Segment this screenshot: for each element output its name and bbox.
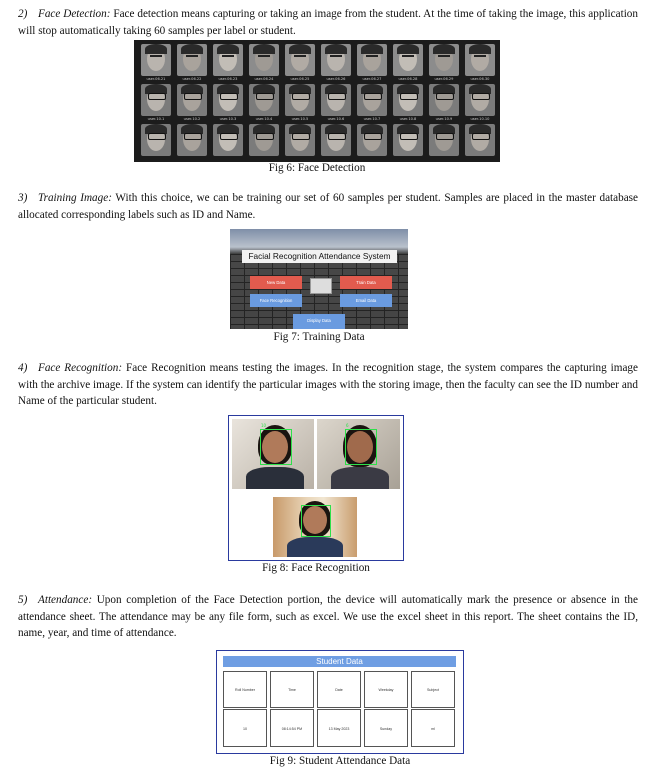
face-recognition-button[interactable]: Face Recognition xyxy=(250,294,302,307)
face-sample xyxy=(393,124,423,156)
face-sample xyxy=(465,124,495,156)
face-sample-label: user.10.5 xyxy=(291,117,309,121)
face-sample-label: user.10.10 xyxy=(470,117,490,121)
section-number: 5) xyxy=(18,594,28,606)
face-sample xyxy=(429,124,459,156)
input-panel xyxy=(310,278,332,294)
section-term: Face Recognition: xyxy=(38,362,123,374)
section-number: 3) xyxy=(18,192,28,204)
face-sample xyxy=(285,84,315,116)
section-term: Training Image: xyxy=(38,192,112,204)
face-sample-label: user.06.22 xyxy=(182,77,202,81)
section-text: With this choice, we can be training our set of 60 samples per student. Samples are placed in the master database allocated corresponding labels such as ID and Name. xyxy=(18,192,638,221)
face-sample xyxy=(321,44,351,76)
face-detection-figure xyxy=(134,40,500,162)
display-data-button[interactable]: Display Data xyxy=(293,314,345,329)
section-face-detection xyxy=(18,6,638,39)
face-sample xyxy=(357,84,387,116)
face-sample xyxy=(213,44,243,76)
figure-caption: Fig 6: Face Detection xyxy=(268,162,366,174)
section-term: Face Detection: xyxy=(38,8,111,20)
app-title: Facial Recognition Attendance System xyxy=(242,250,397,263)
face-sample-label: user.06.26 xyxy=(326,77,346,81)
table-header-cell: Roll Number xyxy=(223,671,267,708)
section-attendance xyxy=(18,592,638,642)
face-sample-label: user.10.4 xyxy=(255,117,273,121)
face-sample-label: user.10.7 xyxy=(363,117,381,121)
recognition-photo xyxy=(317,419,400,489)
face-sample xyxy=(249,124,279,156)
face-sample-label: user.10.3 xyxy=(219,117,237,121)
face-sample-label: user.06.30 xyxy=(470,77,490,81)
face-sample xyxy=(357,44,387,76)
recognition-photo xyxy=(232,419,314,489)
face-sample xyxy=(177,44,207,76)
face-sample xyxy=(141,124,171,156)
section-text: Face detection means capturing or taking an image from the student. At the time of taking the image, this application will stop automatically taking 60 samples per label or student. xyxy=(18,8,638,37)
student-data-title: Student Data xyxy=(223,656,456,667)
section-text: Face Recognition means testing the images. In the recognition stage, the system compares the capturing image with the archive image. If the system can identify the particular images with the storing image, then the faculty can see the ID number and Name of the particular student. xyxy=(18,362,638,407)
figure-caption: Fig 7: Training Data xyxy=(273,331,365,343)
face-sample-label: user.06.28 xyxy=(398,77,418,81)
train-data-button[interactable]: Train Data xyxy=(340,276,392,289)
face-sample-label: user.06.21 xyxy=(146,77,166,81)
detection-box xyxy=(345,429,377,465)
figure-caption: Fig 9: Student Attendance Data xyxy=(269,755,411,767)
face-sample-label: user.06.25 xyxy=(290,77,310,81)
face-sample-label: user.10.1 xyxy=(147,117,165,121)
face-sample xyxy=(321,84,351,116)
email-data-button[interactable]: Email Data xyxy=(340,294,392,307)
table-value-cell: 10 xyxy=(223,709,267,747)
table-header-cell: Date xyxy=(317,671,361,708)
section-term: Attendance: xyxy=(38,594,93,606)
detection-box xyxy=(301,505,331,537)
face-sample xyxy=(141,84,171,116)
face-sample xyxy=(249,84,279,116)
face-sample xyxy=(249,44,279,76)
figure-caption: Fig 8: Face Recognition xyxy=(262,562,370,574)
table-value-cell: ml xyxy=(411,709,455,747)
table-value-cell: 08:14:54 PM xyxy=(270,709,314,747)
table-value-cell: 13 May 2023 xyxy=(317,709,361,747)
face-sample xyxy=(321,124,351,156)
face-sample xyxy=(213,84,243,116)
face-sample-label: user.06.29 xyxy=(434,77,454,81)
face-sample xyxy=(213,124,243,156)
face-sample-label: user.10.2 xyxy=(183,117,201,121)
section-face-recognition xyxy=(18,360,638,410)
face-sample xyxy=(429,84,459,116)
face-sample xyxy=(393,44,423,76)
face-sample xyxy=(393,84,423,116)
face-sample-label: user.06.24 xyxy=(254,77,274,81)
face-sample xyxy=(285,124,315,156)
face-label: 10 xyxy=(261,423,267,428)
section-training-image xyxy=(18,190,638,223)
table-header-cell: Time xyxy=(270,671,314,708)
detection-box xyxy=(260,429,292,465)
student-attendance-figure xyxy=(216,650,464,754)
face-sample-label: user.10.8 xyxy=(399,117,417,121)
table-value-cell: Sunday xyxy=(364,709,408,747)
face-sample-label: user.10.9 xyxy=(435,117,453,121)
table-header-cell: Weekday xyxy=(364,671,408,708)
face-sample xyxy=(141,44,171,76)
face-sample xyxy=(465,84,495,116)
face-sample xyxy=(285,44,315,76)
table-header-cell: Subject xyxy=(411,671,455,708)
face-sample-label: user.10.6 xyxy=(327,117,345,121)
section-number: 2) xyxy=(18,8,28,20)
face-sample xyxy=(177,84,207,116)
section-text: Upon completion of the Face Detection portion, the device will automatically mark the presence or absence in the attendance sheet. The attendance may be any file form, such as excel. We use the excel sheet in this report. The sheet contains the ID, name, year, and time of attendance. xyxy=(18,594,638,639)
training-data-figure xyxy=(230,229,408,329)
recognition-photo xyxy=(273,497,357,557)
face-sample xyxy=(429,44,459,76)
face-sample xyxy=(465,44,495,76)
face-sample xyxy=(177,124,207,156)
section-number: 4) xyxy=(18,362,28,374)
new-data-button[interactable]: New Data xyxy=(250,276,302,289)
face-recognition-figure xyxy=(228,415,404,561)
face-label: 6 xyxy=(346,423,349,428)
face-sample xyxy=(357,124,387,156)
face-sample-label: user.06.23 xyxy=(218,77,238,81)
face-sample-label: user.06.27 xyxy=(362,77,382,81)
